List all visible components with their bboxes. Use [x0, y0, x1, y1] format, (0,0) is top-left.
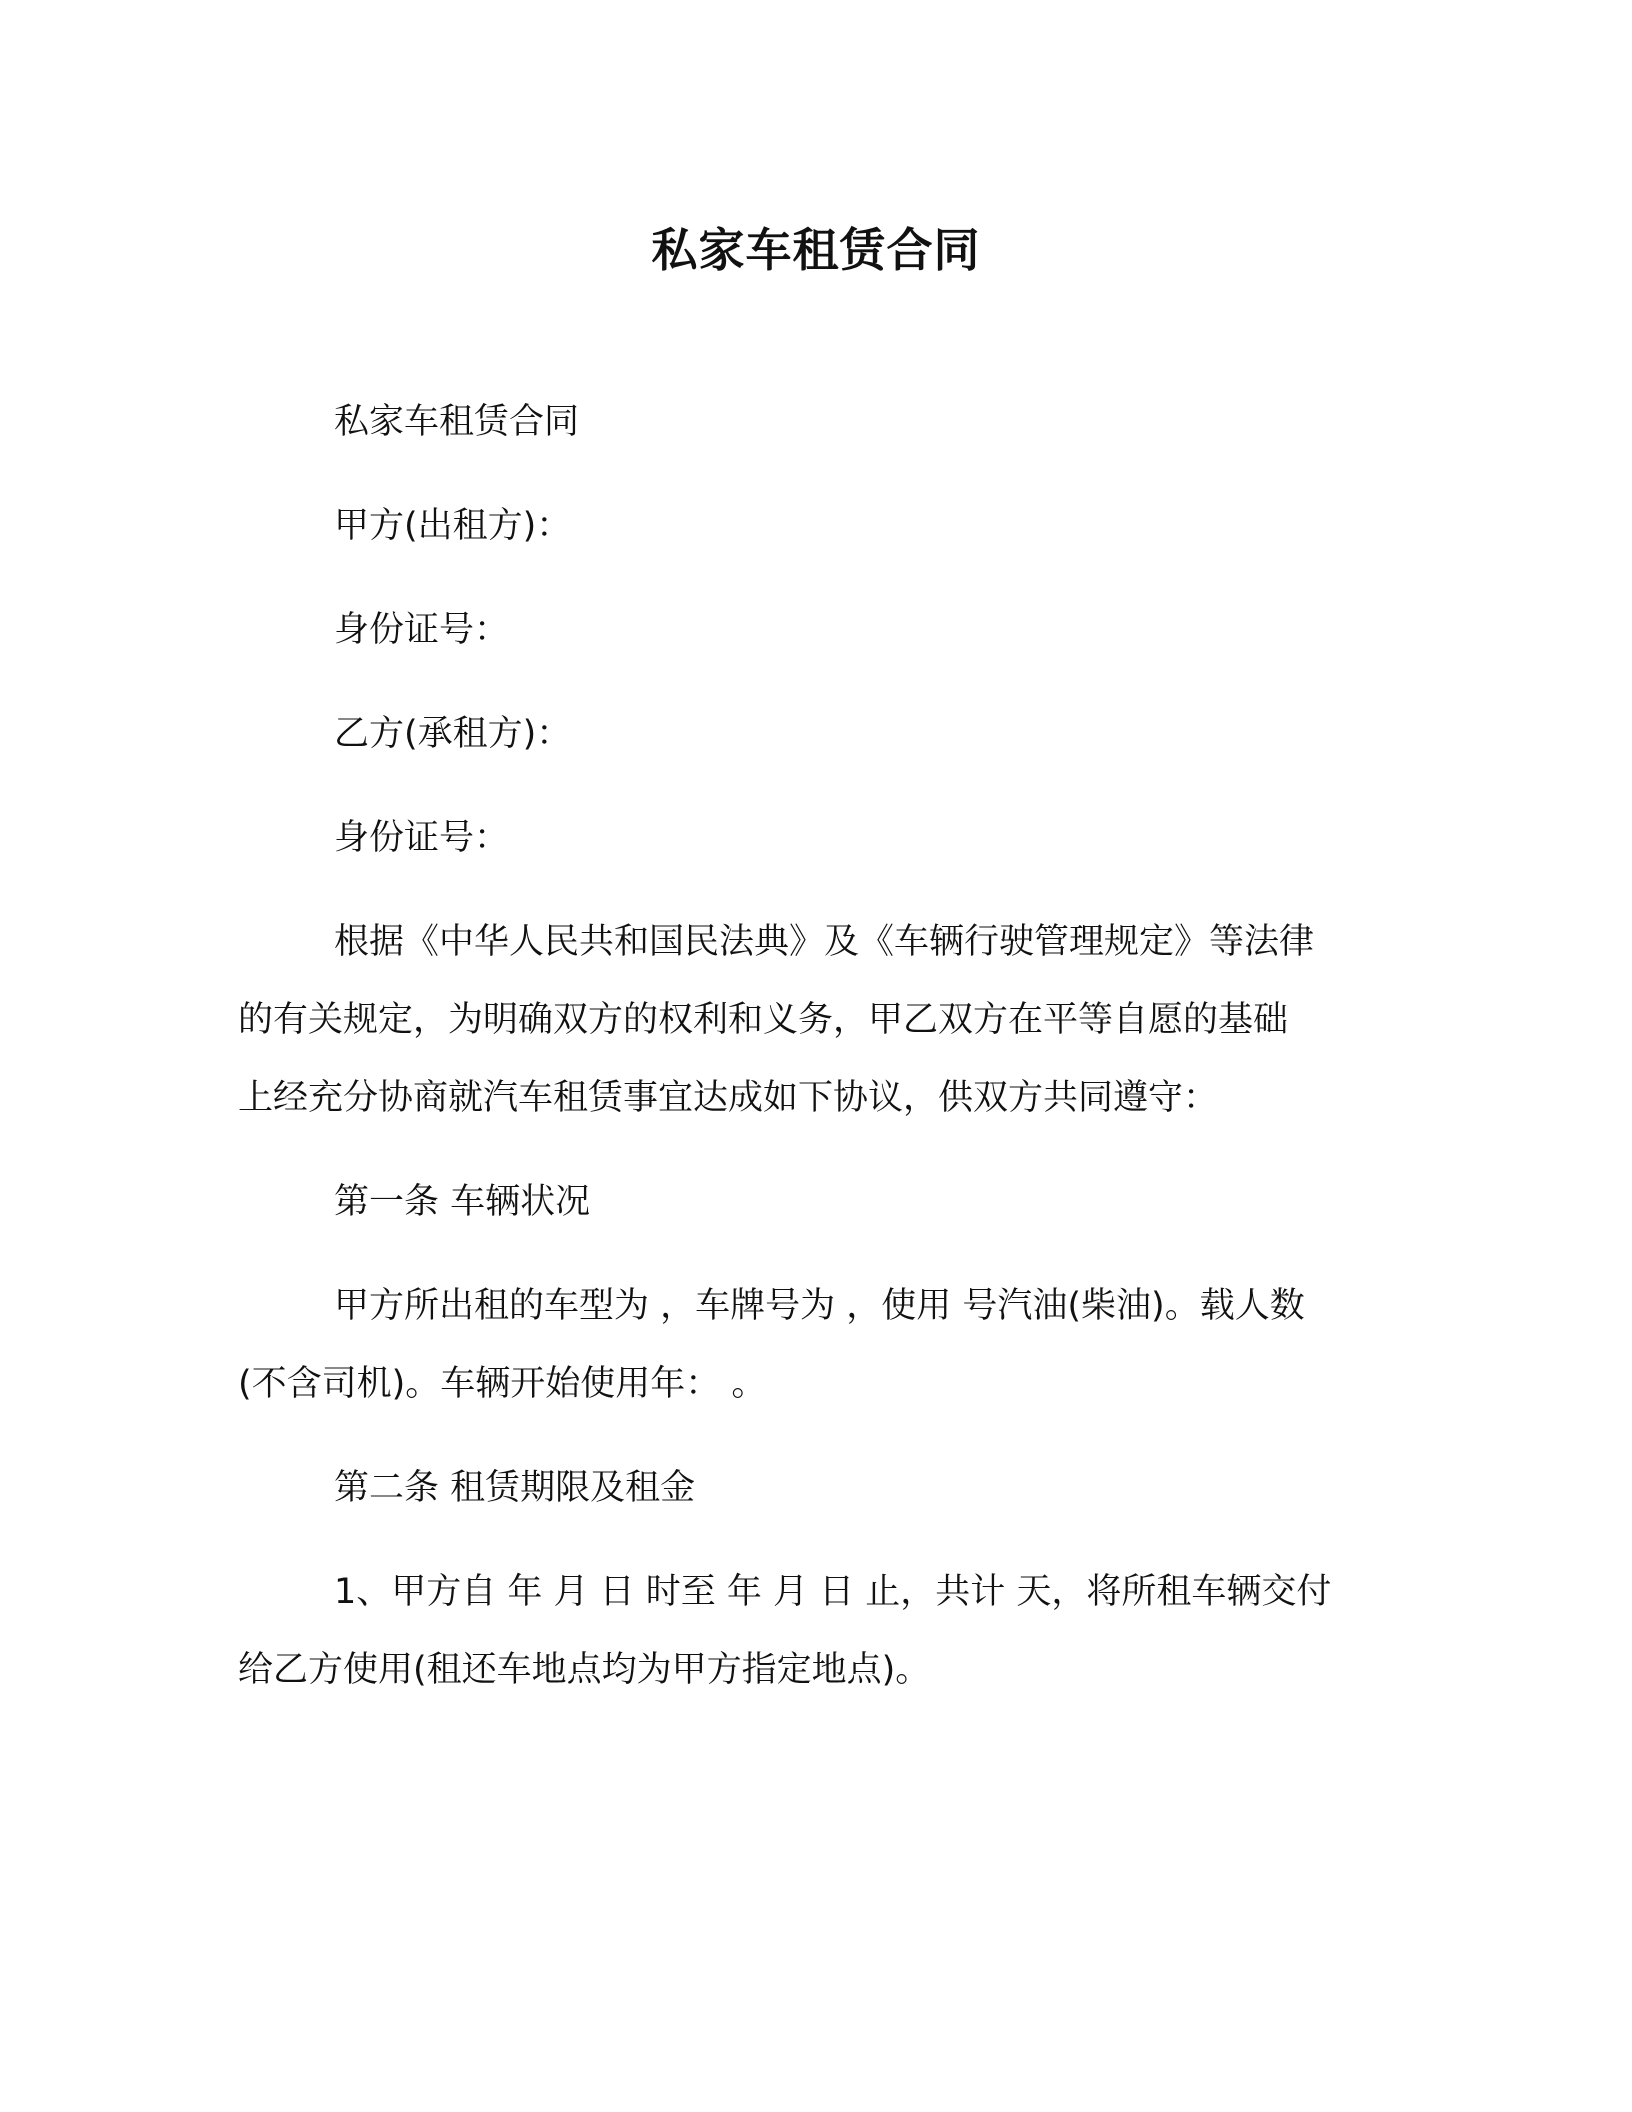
- article-2-heading: 第二条 租赁期限及租金: [334, 1468, 696, 1508]
- party-a-id-line: 身份证号：: [334, 610, 510, 650]
- article-1-line-1: 甲方所出租的车型为 ，车牌号为 ，使用 号汽油(柴油)。载人数: [334, 1286, 1305, 1326]
- party-a-line: 甲方(出租方)：: [334, 506, 572, 546]
- article-1-line-2: (不含司机)。车辆开始使用年： 。: [238, 1364, 767, 1404]
- preamble-line-3: 上经充分协商就汽车租赁事宜达成如下协议，供双方共同遵守：: [238, 1078, 1219, 1118]
- article-2-item-1-line-1: 1、甲方自 年 月 日 时至 年 月 日 止，共计 天，将所租车辆交付: [334, 1572, 1332, 1612]
- contract-heading: 私家车租赁合同: [334, 402, 580, 442]
- preamble-line-2: 的有关规定，为明确双方的权利和义务，甲乙双方在平等自愿的基础: [238, 1000, 1289, 1040]
- article-2-item-1-line-2: 给乙方使用(租还车地点均为甲方指定地点)。: [238, 1650, 931, 1690]
- party-b-id-line: 身份证号：: [334, 818, 510, 858]
- preamble-line-1: 根据《中华人民共和国民法典》及《车辆行驶管理规定》等法律: [334, 922, 1315, 962]
- party-b-line: 乙方(承租方)：: [334, 714, 572, 754]
- document-title: 私家车租赁合同: [651, 223, 981, 277]
- article-1-heading: 第一条 车辆状况: [334, 1182, 591, 1222]
